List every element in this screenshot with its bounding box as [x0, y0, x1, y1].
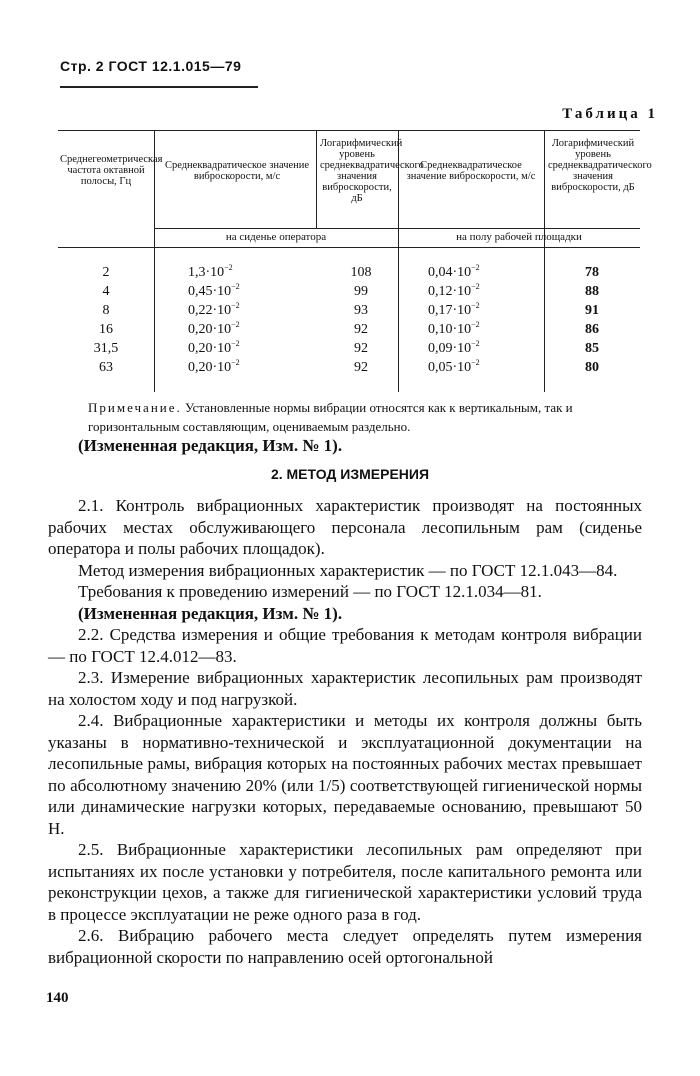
cell-level-floor: 86 [585, 322, 599, 337]
cell-velocity-seat: $0,20\cdot 10^{-2}$ [188, 320, 240, 337]
edit-mark-2-text: (Измененная редакция, Изм. № 1). [78, 603, 343, 623]
table-note [88, 398, 648, 436]
note-label: Примечание. [88, 400, 182, 415]
cell-frequency: 8 [102, 303, 110, 318]
col-header-freq: Среднегеометрическая частота октавной полосы, Гц [60, 154, 163, 187]
cell-frequency: 16 [99, 322, 113, 337]
table-top-rule [58, 130, 640, 131]
cell-level-seat: 92 [354, 322, 368, 337]
col-header-level-seat: Логарифмический уровень среднеквадратического значения виброскорости, дБ [320, 138, 424, 204]
cell-level-floor: 80 [585, 360, 599, 375]
cell-velocity-floor: $0,10\cdot 10^{-2}$ [428, 320, 480, 337]
group-label-work-floor: на полу рабочей площадки [456, 231, 582, 243]
paragraph-method: Метод измерения вибрационных характеристик — по ГОСТ 12.1.043—84. [78, 560, 618, 580]
edit-mark-2 [48, 603, 642, 625]
edit-mark-1: (Измененная редакция, Изм. № 1). [78, 436, 343, 455]
section-title: 2. МЕТОД ИЗМЕРЕНИЯ [270, 466, 430, 482]
cell-frequency: 31,5 [93, 341, 119, 356]
section-body [48, 495, 642, 968]
table-group-rule [154, 228, 640, 229]
cell-velocity-seat: $0,45\cdot 10^{-2}$ [188, 282, 240, 299]
col-header-velocity-seat: Среднеквадратическое значение виброскорости, м/с [164, 160, 310, 182]
note-text: Установленные нормы вибрации относятся как к вертикальным, так и горизонтальным составляющим, оцениваемым раздельно. [88, 400, 573, 434]
cell-level-floor: 91 [585, 303, 599, 318]
cell-velocity-floor: $0,05\cdot 10^{-2}$ [428, 358, 480, 375]
paragraph-2-2: 2.2. Средства измерения и общие требования к методам контроля вибрации — по ГОСТ 12.4.012—83. [48, 625, 642, 666]
col-rule-2 [316, 130, 317, 228]
col-header-level-floor: Логарифмический уровень среднеквадратического значения виброскорости, дБ [548, 138, 652, 193]
cell-frequency: 4 [102, 284, 110, 299]
cell-frequency: 2 [102, 265, 110, 280]
paragraph-requirements: Требования к проведению измерений — по ГОСТ 12.1.034—81. [78, 582, 542, 601]
cell-velocity-seat: $0,22\cdot 10^{-2}$ [188, 301, 240, 318]
paragraph-2-6: 2.6. Вибрацию рабочего места следует определять путем измерения вибрационной скорости по направлению осей ортогональной [48, 926, 642, 967]
paragraph-2-3: 2.3. Измерение вибрационных характеристик лесопильных рам производят на холостом ходу и под нагрузкой. [48, 668, 642, 709]
paragraph-2-1: 2.1. Контроль вибрационных характеристик производят на постоянных рабочих местах обслуживающего персонала лесопильным рам (сиденье оператора и полы рабочих площадок). [48, 496, 642, 558]
cell-level-floor: 85 [585, 341, 599, 356]
cell-level-seat: 92 [354, 341, 368, 356]
cell-level-floor: 88 [585, 284, 599, 299]
table-label: Таблица 1 [562, 106, 658, 122]
cell-velocity-floor: $0,12\cdot 10^{-2}$ [428, 282, 480, 299]
running-head: Стр. 2 ГОСТ 12.1.015—79 [60, 58, 242, 74]
col-header-velocity-floor: Среднеквадратическое значение виброскорости, м/с [406, 160, 536, 182]
group-label-operator-seat: на сиденье оператора [225, 231, 327, 243]
vibration-norms-table [58, 130, 652, 392]
cell-velocity-floor: $0,09\cdot 10^{-2}$ [428, 339, 480, 356]
cell-velocity-floor: $0,04\cdot 10^{-2}$ [428, 263, 480, 280]
cell-velocity-seat: $0,20\cdot 10^{-2}$ [188, 339, 240, 356]
cell-level-seat: 108 [350, 265, 372, 280]
cell-velocity-seat: $1,3\cdot 10^{-2}$ [188, 263, 233, 280]
cell-frequency: 63 [99, 360, 113, 375]
header-rule [60, 86, 258, 88]
col-rule-1 [154, 130, 155, 392]
cell-velocity-seat: $0,20\cdot 10^{-2}$ [188, 358, 240, 375]
cell-level-seat: 93 [354, 303, 368, 318]
cell-level-seat: 99 [354, 284, 368, 299]
paragraph-2-4: 2.4. Вибрационные характеристики и методы их контроля должны быть указаны в нормативно-технической и эксплуатационной документации на лесопильные рамы, вибрация которых на постоянных рабочих местах превышает по абсолютному значению 20% (или 1/5) соответствующей гигиенической нормы или динамические нагрузки которых, передаваемые основанию, превышают 50 Н. [48, 711, 642, 838]
page-number: 140 [46, 990, 69, 1006]
table-header-rule [58, 247, 640, 248]
cell-level-floor: 78 [585, 265, 599, 280]
cell-level-seat: 92 [354, 360, 368, 375]
cell-velocity-floor: $0,17\cdot 10^{-2}$ [428, 301, 480, 318]
paragraph-2-5: 2.5. Вибрационные характеристики лесопильных рам определяют при испытаниях их после установки у потребителя, после капитального ремонта или реконструкции цехов, а также для гигиенической характеристики условий труда в процессе эксплуатации не реже одного раза в год. [48, 840, 642, 924]
